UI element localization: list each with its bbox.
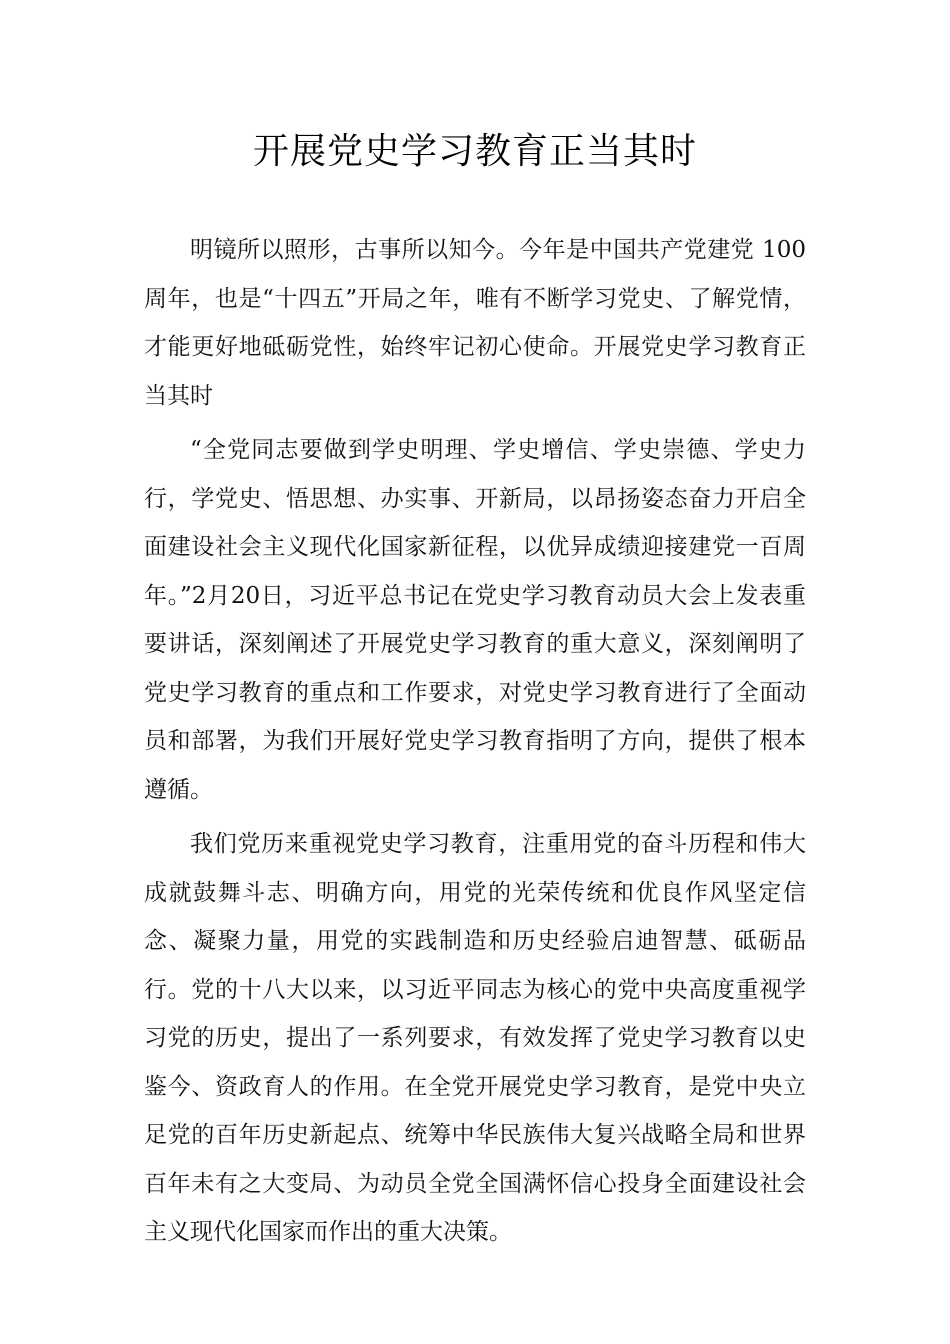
document-title: 开展党史学习教育正当其时 bbox=[252, 131, 697, 172]
document-body bbox=[144, 226, 806, 1263]
paragraph-intro: 明镜所以照形，古事所以知今。今年是中国共产党建党 100周年，也是“十四五”开局之年，唯有不断学习党史、了解党情，才能更好地砥砺党性，始终牢记初心使命。开展党史学习教育正当其时 bbox=[144, 237, 806, 409]
paragraph-quote: “全党同志要做到学史明理、学史增信、学史崇德、学史力行，学党史、悟思想、办实事、开新局，以昂扬姿态奋力开启全面建设社会主义现代化国家新征程，以优异成绩迎接建党一百周年。”2月20日，习近平总书记在党史学习教育动员大会上发表重要讲话，深刻阐述了开展党史学习教育的重大意义，深刻阐明了党史学习教育的重点和工作要求，对党史学习教育进行了全面动员和部署，为我们开展好党史学习教育指明了方向，提供了根本遵循。 bbox=[144, 437, 806, 803]
paragraph-history: 我们党历来重视党史学习教育，注重用党的奋斗历程和伟大成就鼓舞斗志、明确方向，用党的光荣传统和优良作风坚定信念、凝聚力量，用党的实践制造和历史经验启迪智慧、砥砺品行。党的十八大以来，以习近平同志为核心的党中央高度重视学习党的历史，提出了一系列要求，有效发挥了党史学习教育以史鉴今、资政育人的作用。在全党开展党史学习教育，是党中央立足党的百年历史新起点、统筹中华民族伟大复兴战略全局和世界百年未有之大变局、为动员全党全国满怀信心投身全面建设社会主义现代化国家而作出的重大决策。 bbox=[144, 831, 806, 1245]
